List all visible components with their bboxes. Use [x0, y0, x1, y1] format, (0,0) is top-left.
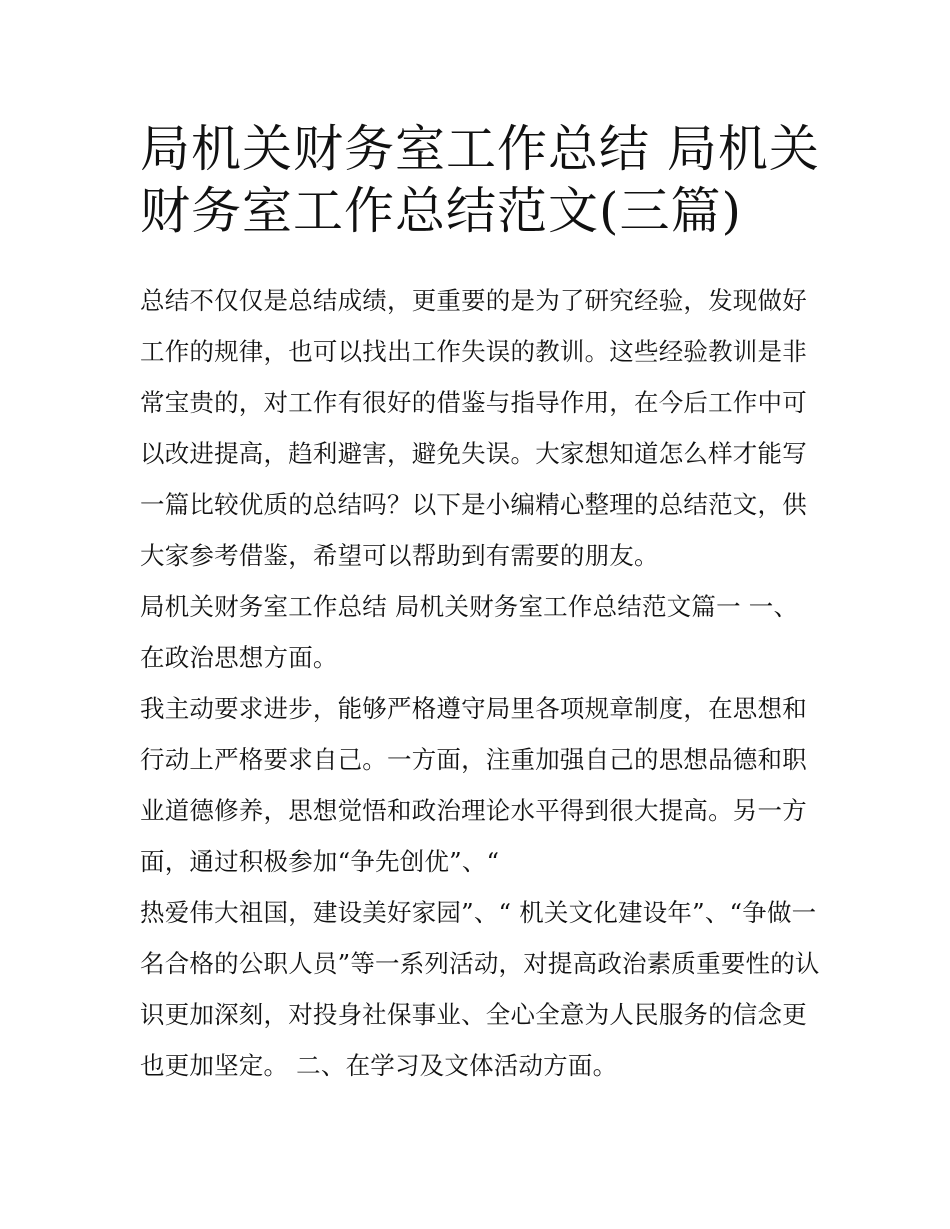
body-paragraph-2: 热爱伟大祖国，建设美好家园”、“ 机关文化建设年”、“争做一名合格的公职人员”等一系列活动，对提高政治素质重要性的认识更加深刻，对投身社保事业、全心全意为人民服务的信念更也更加坚定。 二、在学习及文体活动方面。: [140, 898, 820, 1080]
body-paragraph-1: 我主动要求进步，能够严格遵守局里各项规章制度，在思想和行动上严格要求自己。一方面，注重加强自己的思想品德和职业道德修养，思想觉悟和政治理论水平得到很大提高。另一方面，通过积极参加“争先创优”、“: [140, 694, 807, 876]
page-title: 局机关财务室工作总结 局机关财务室工作总结范文(三篇): [140, 120, 820, 240]
intro-paragraph: 总结不仅仅是总结成绩，更重要的是为了研究经验，发现做好工作的规律，也可以找出工作失误的教训。这些经验教训是非常宝贵的，对工作有很好的借鉴与指导作用，在今后工作中可以改进提高，趋利避害，避免失误。大家想知道怎么样才能写一篇比较优质的总结吗？以下是小编精心整理的总结范文，供大家参考借鉴，希望可以帮助到有需要的朋友。: [140, 286, 807, 570]
section-heading-paragraph: 局机关财务室工作总结 局机关财务室工作总结范文篇一 一、在政治思想方面。: [140, 592, 799, 672]
